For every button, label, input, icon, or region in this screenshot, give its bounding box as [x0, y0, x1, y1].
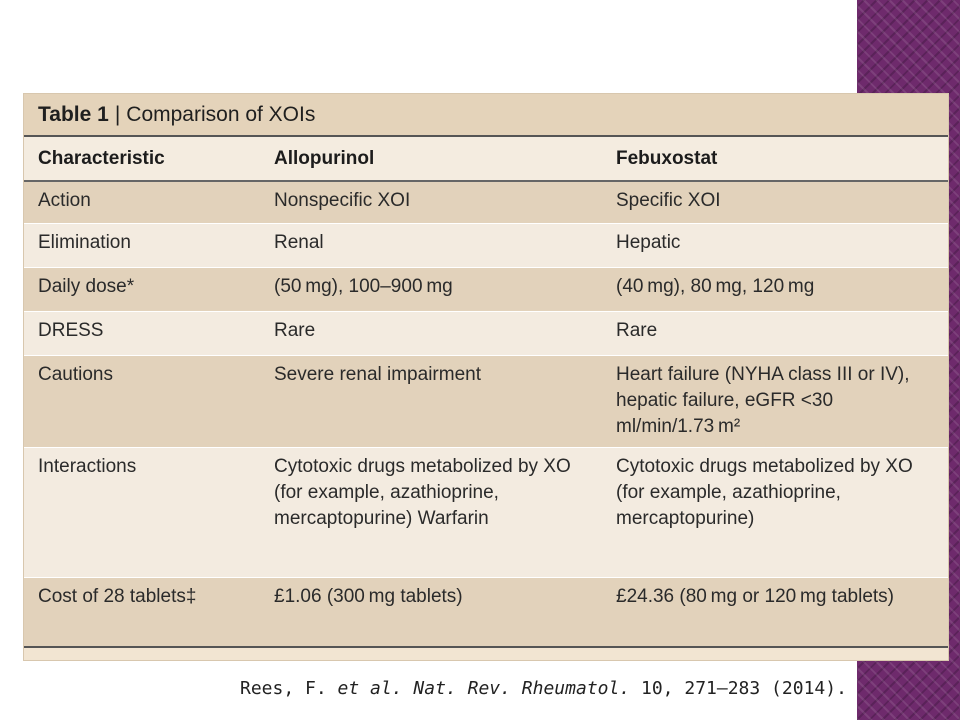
citation-etal: et al. — [337, 678, 403, 699]
row-febuxostat: Heart failure (NYHA class III or IV), hepatic failure, eGFR <30 ml/min/1.73 m² — [616, 363, 910, 437]
header-allopurinol: Allopurinol — [274, 148, 375, 169]
table-row — [24, 267, 948, 311]
citation-journal: Nat. Rev. Rheumatol. — [413, 678, 631, 699]
row-allopurinol: £1.06 (300 mg tablets) — [274, 585, 463, 607]
table-title — [24, 94, 948, 137]
table-row — [24, 447, 948, 577]
row-febuxostat: Hepatic — [616, 231, 681, 253]
row-febuxostat: (40 mg), 80 mg, 120 mg — [616, 275, 815, 297]
table-row — [24, 311, 948, 355]
row-characteristic: Daily dose* — [38, 275, 135, 297]
row-allopurinol: Renal — [274, 231, 324, 253]
comparison-table — [24, 94, 948, 660]
row-febuxostat: £24.36 (80 mg or 120 mg tablets) — [616, 585, 894, 607]
row-characteristic: Cautions — [38, 363, 113, 385]
table-row — [24, 355, 948, 447]
table-row — [24, 577, 948, 647]
table-title-text: Comparison of XOIs — [126, 102, 316, 126]
row-allopurinol: Rare — [274, 319, 316, 341]
table-title-separator: | — [114, 102, 121, 126]
header-febuxostat: Febuxostat — [616, 148, 718, 169]
row-febuxostat: Specific XOI — [616, 190, 721, 211]
header-characteristic: Characteristic — [38, 148, 165, 169]
row-characteristic: DRESS — [38, 319, 104, 341]
table-header-row — [24, 137, 948, 181]
row-febuxostat: Cytotoxic drugs metabolized by XO (for example, azathioprine, mercaptopurine) — [616, 455, 913, 529]
row-febuxostat: Rare — [616, 319, 658, 341]
row-allopurinol: Nonspecific XOI — [274, 190, 411, 211]
row-allopurinol: Cytotoxic drugs metabolized by XO (for example, azathioprine, mercaptopurine) Warfarin — [274, 455, 571, 529]
row-characteristic: Action — [38, 190, 91, 211]
row-characteristic: Cost of 28 tablets‡ — [38, 585, 197, 607]
row-allopurinol: (50 mg), 100–900 mg — [274, 275, 453, 297]
citation — [240, 678, 847, 699]
row-characteristic: Interactions — [38, 455, 137, 477]
table-row — [24, 181, 948, 223]
row-characteristic: Elimination — [38, 231, 131, 253]
row-allopurinol: Severe renal impairment — [274, 363, 481, 385]
data-table — [24, 137, 948, 648]
citation-details: 10, 271–283 (2014). — [630, 678, 847, 699]
table-row — [24, 223, 948, 267]
table-title-number: Table 1 — [38, 102, 109, 126]
citation-authors: Rees, F. — [240, 678, 338, 699]
